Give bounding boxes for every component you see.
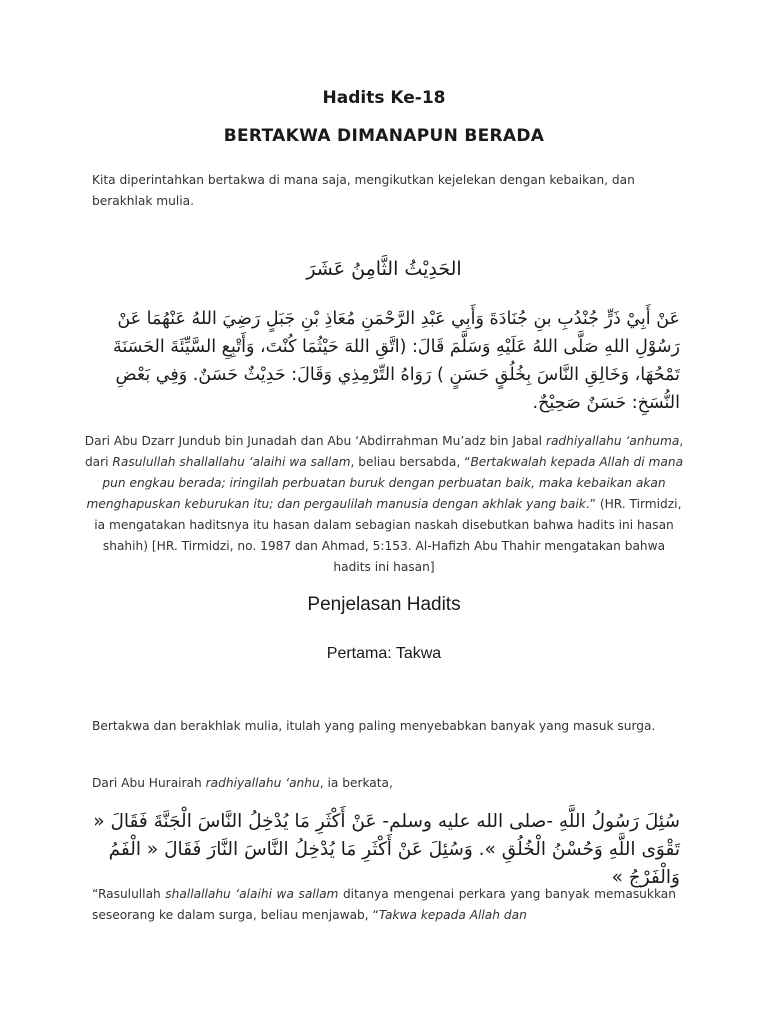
takwa-paragraph: Bertakwa dan berakhlak mulia, itulah yang paling menyebabkan banyak yang masuk surga. xyxy=(92,719,656,733)
arabic-hadith-text: عَنْ أَبِيْ ذَرٍّ جُنْدُبِ بنِ جُنَادَةَ وَأَبِي عَبْدِ الرَّحْمَنِ مُعَاذِ بْنِ جَبَلٍ رَضِيَ اللهُ عَنْهُمَا عَنْ رَسُوْلِ اللهِ صَلَّى اللهُ عَلَيْهِ وَسَلَّمَ قَالَ: (اتَّقِ اللهَ حَيْثُمَا كُنْتَ، وَأَتْبِعِ السَّيِّئَةَ الحَسَنَةَ تَمْحُهَا، وَخَالِقِ النَّاسَ بِخُلُقٍ حَسَنٍ ) رَوَاهُ التِّرْمِذِي وَقَالَ: حَدِيْثٌ حَسَنٌ. وَفِي بَعْضِ النُّسَخِ: حَسَنٌ صَحِيْحٌ. xyxy=(112,309,680,413)
last-paragraph-text: ditanya mengenai perkara yang banyak memasukkan seseorang ke dalam surga, beliau menjawab, “ xyxy=(92,887,677,922)
document-title: Hadits Ke-18 xyxy=(322,88,446,108)
last-paragraph-italic: shallallahu ‘alaihi wa sallam xyxy=(165,887,339,901)
sub-heading: Pertama: Takwa xyxy=(326,645,442,662)
translation-text: .” (HR. Tirmidzi, ia mengatakan haditsnya itu hasan dalam sebagian naskah disebutkan bahwa hadits ini hasan shahih) [HR. Tirmidzi, no. 1987 dan Ahmad, 5:153. Al-Hafizh Abu Thahir mengatakan bahwa hadits ini hasan] xyxy=(94,497,682,574)
last-paragraph-italic: Takwa kepada Allah dan xyxy=(378,908,527,922)
last-paragraph xyxy=(92,884,676,926)
translation-text: Dari Abu Dzarr Jundub bin Junadah dan Abu ‘Abdirrahman Mu’adz bin Jabal xyxy=(84,434,546,448)
intro-paragraph: Kita diperintahkan bertakwa di mana saja, mengikutkan kejelekan dengan kebaikan, dan berakhlak mulia. xyxy=(92,173,635,208)
abu-hurairah-text: , ia berkata, xyxy=(319,776,393,790)
abu-hurairah-text: Dari Abu Hurairah xyxy=(92,776,206,790)
abu-hurairah-line xyxy=(92,773,676,794)
abu-hurairah-italic: radhiyallahu ‘anhu xyxy=(205,776,320,790)
arabic-hadith-heading: الحَدِيْثُ الثَّامِنُ عَشَرَ xyxy=(306,258,462,280)
hadith-translation xyxy=(84,431,684,578)
last-paragraph-text: “Rasulullah xyxy=(92,887,166,901)
translation-italic: Bertakwalah kepada Allah di mana pun engkau berada; iringilah perbuatan buruk dengan perbuatan baik, maka kebaikan akan menghapuskan keburukan itu; dan pergaulilah manusia dengan akhlak yang baik xyxy=(86,455,684,511)
document-subtitle: BERTAKWA DIMANAPUN BERADA xyxy=(223,126,545,146)
translation-italic: Rasulullah shallallahu ‘alaihi wa sallam xyxy=(112,455,351,469)
arabic-second-hadith: سُئِلَ رَسُولُ اللَّهِ -صلى الله عليه وسلم- عَنْ أَكْثَرِ مَا يُدْخِلُ النَّاسَ الْجَنَّةَ فَقَالَ « تَقْوَى اللَّهِ وَحُسْنُ الْخُلُقِ ». وَسُئِلَ عَنْ أَكْثَرِ مَا يُدْخِلُ النَّاسَ النَّارَ فَقَالَ « الْفَمُ وَالْفَرْجُ » xyxy=(93,811,680,888)
translation-italic: radhiyallahu ‘anhuma xyxy=(545,434,680,448)
translation-text: , dari xyxy=(84,434,684,469)
section-heading: Penjelasan Hadits xyxy=(307,594,461,615)
translation-text: , beliau bersabda, “ xyxy=(350,455,471,469)
